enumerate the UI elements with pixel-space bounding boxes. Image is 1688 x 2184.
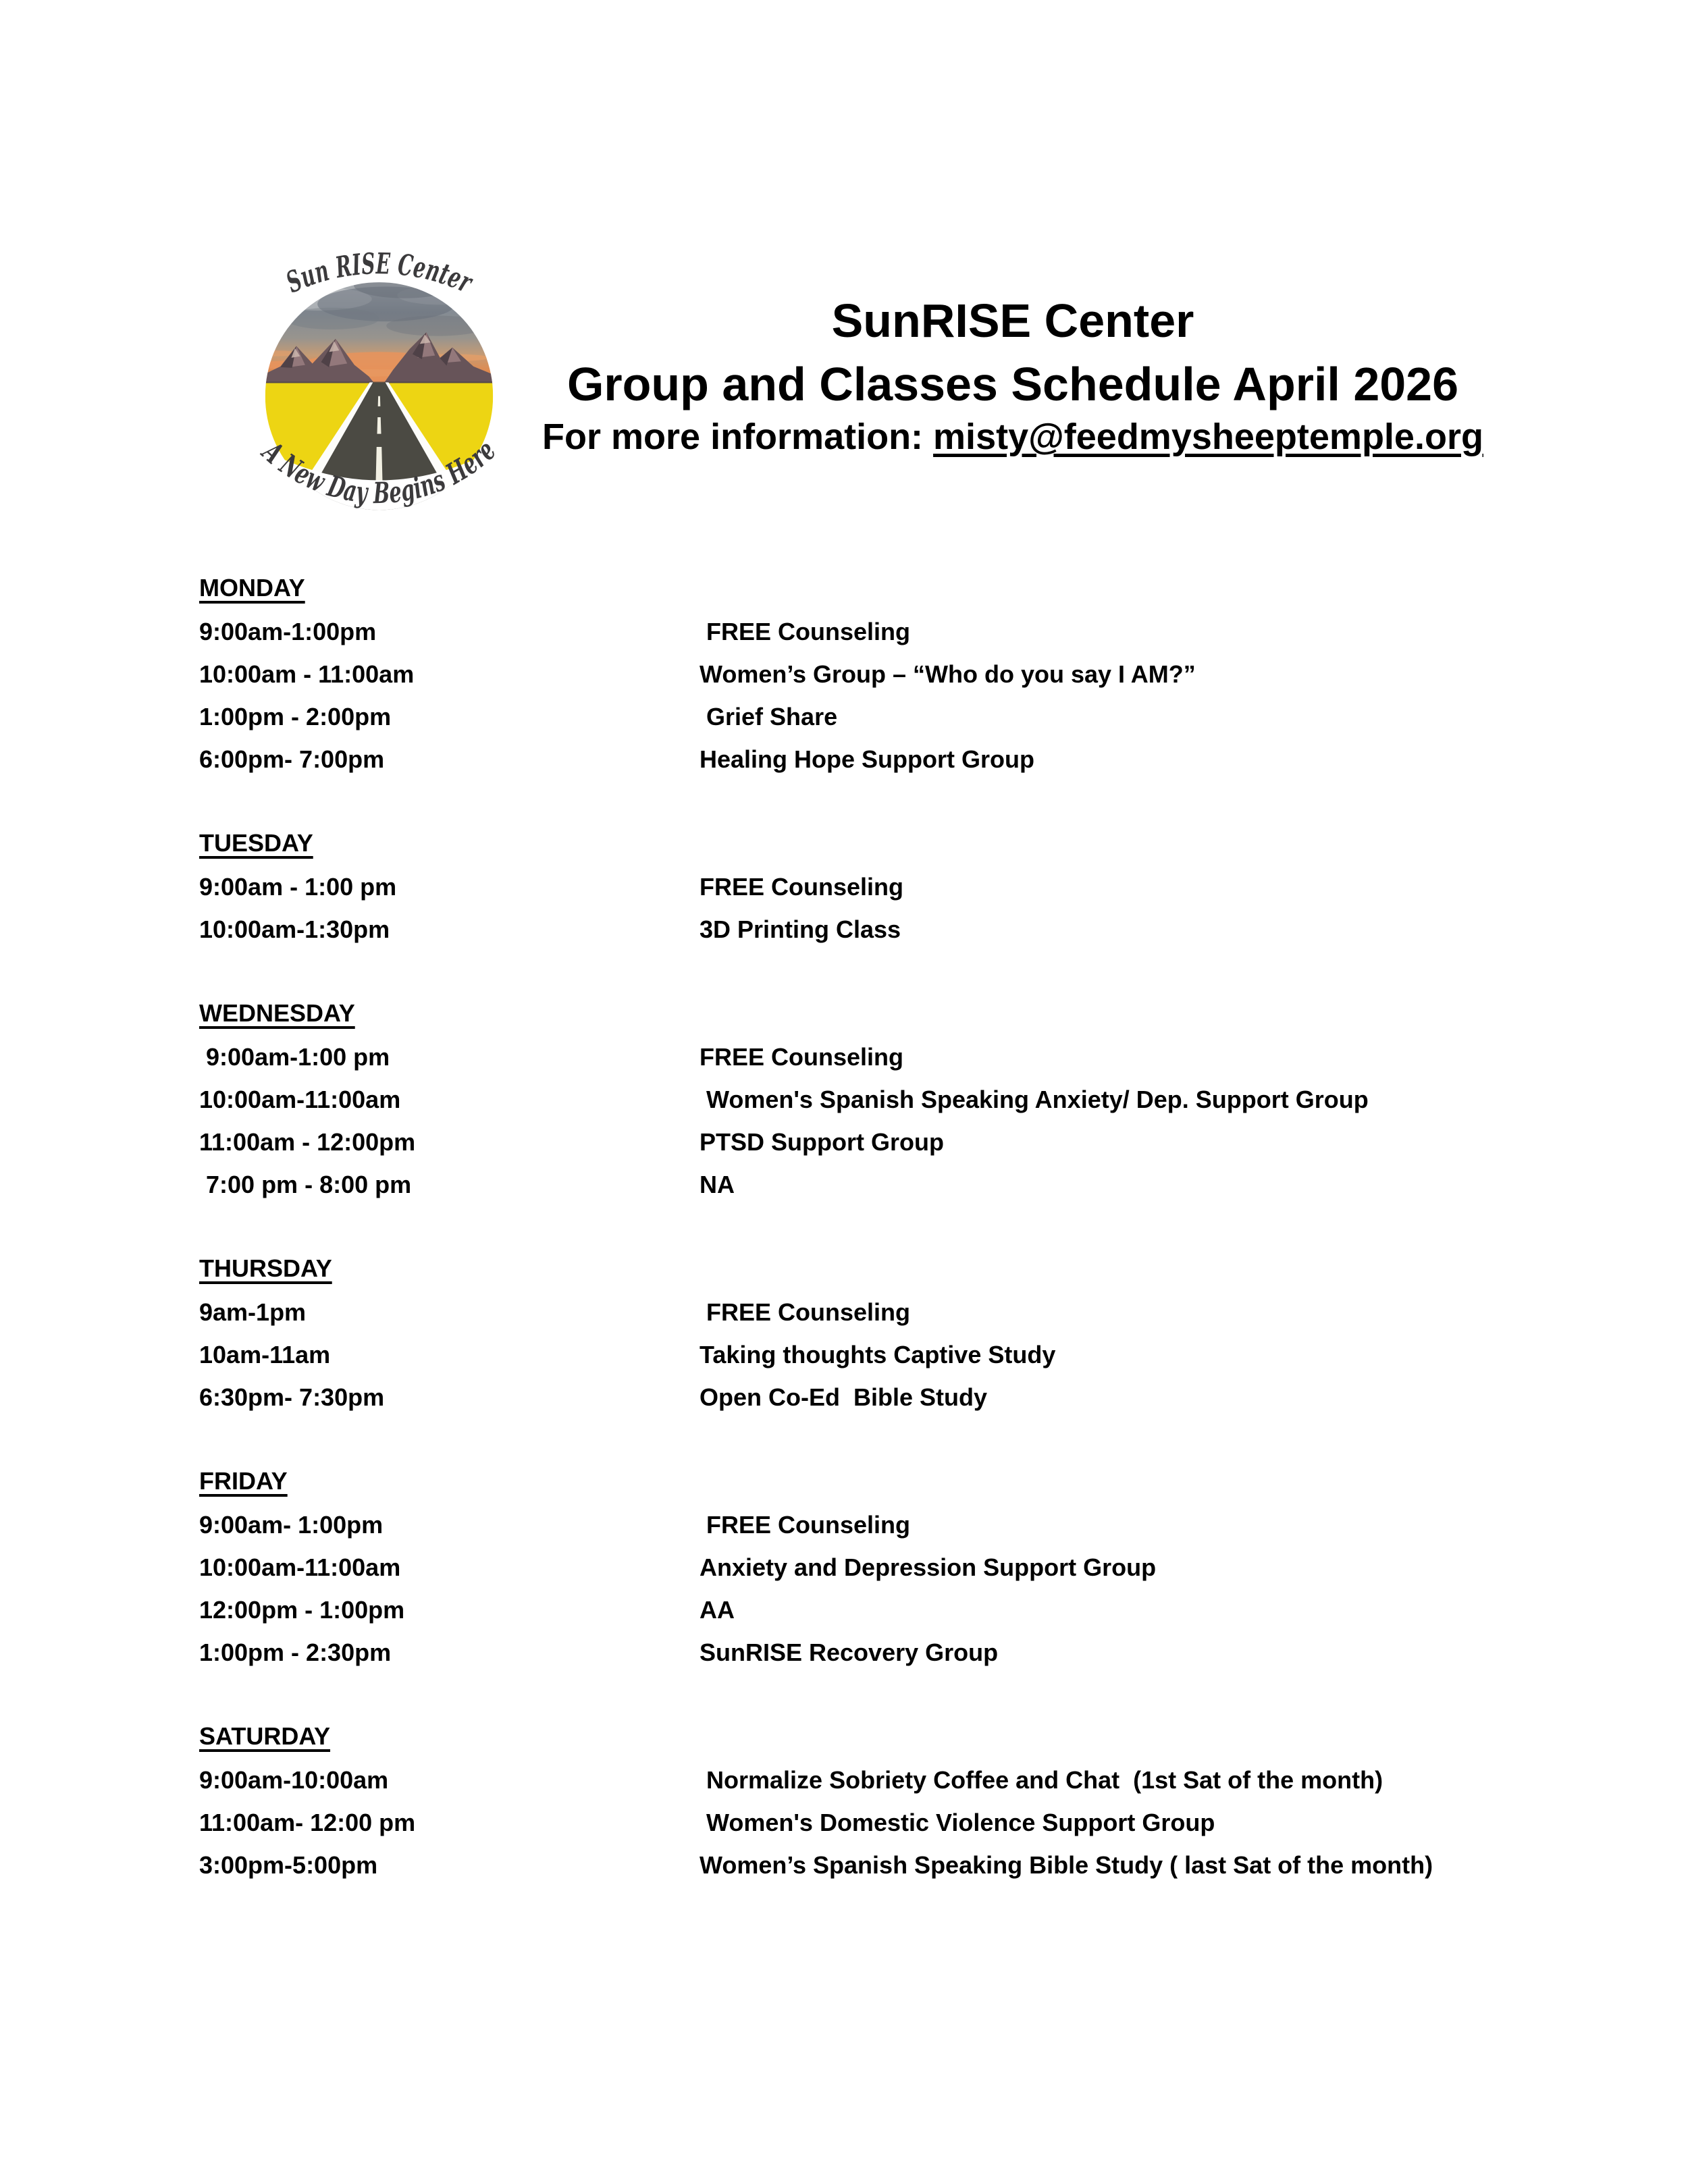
event-time: 12:00pm - 1:00pm [199, 1596, 405, 1624]
event-time: 9:00am-10:00am [199, 1766, 389, 1794]
schedule-row [199, 1121, 1529, 1163]
event-activity: Open Co-Ed Bible Study [700, 1383, 988, 1411]
event-activity: FREE Counseling [700, 873, 904, 901]
schedule-row [199, 1503, 1529, 1546]
event-time: 9:00am- 1:00pm [199, 1511, 384, 1539]
day-section-thursday [199, 1246, 1529, 1418]
day-heading: FRIDAY [199, 1467, 288, 1495]
event-activity: 3D Printing Class [700, 915, 901, 943]
schedule-row [199, 1801, 1529, 1844]
day-heading: MONDAY [199, 574, 305, 602]
schedule-row [199, 1163, 1529, 1206]
event-time: 6:30pm- 7:30pm [199, 1383, 385, 1411]
logo-arc-bottom-text: A New Day Begins Here [255, 429, 508, 511]
event-time: 10am-11am [199, 1341, 331, 1368]
schedule-row [199, 1036, 1529, 1078]
schedule-row [199, 738, 1529, 780]
schedule-row [199, 908, 1529, 951]
day-section-friday [199, 1459, 1529, 1674]
event-time: 3:00pm-5:00pm [199, 1851, 378, 1879]
logo-arc-top-text: Sun RISE Center [281, 246, 482, 302]
event-activity: NA [700, 1171, 735, 1198]
contact-prefix: For more information: [542, 417, 934, 457]
event-activity: FREE Counseling [700, 1511, 911, 1539]
event-activity: Anxiety and Depression Support Group [700, 1553, 1157, 1581]
event-activity: Taking thoughts Captive Study [700, 1341, 1056, 1368]
event-time: 7:00 pm - 8:00 pm [199, 1171, 412, 1198]
schedule-row [199, 1546, 1529, 1589]
event-time: 9:00am-1:00pm [199, 618, 377, 645]
page-subtitle: Group and Classes Schedule April 2026 [566, 358, 1459, 410]
event-activity: FREE Counseling [700, 618, 911, 645]
event-activity: SunRISE Recovery Group [700, 1639, 999, 1666]
event-time: 10:00am - 11:00am [199, 660, 415, 688]
event-activity: FREE Counseling [700, 1298, 911, 1326]
schedule-row [199, 695, 1529, 738]
event-time: 1:00pm - 2:00pm [199, 703, 392, 730]
event-time: 10:00am-11:00am [199, 1086, 401, 1113]
schedule-row [199, 1589, 1529, 1631]
event-activity: FREE Counseling [700, 1043, 904, 1071]
event-time: 10:00am-1:30pm [199, 915, 390, 943]
event-activity: Women's Domestic Violence Support Group [700, 1809, 1215, 1836]
event-activity: AA [700, 1596, 735, 1624]
contact-email-link[interactable]: misty@feedmysheeptemple.org [933, 417, 1483, 457]
event-time: 10:00am-11:00am [199, 1553, 401, 1581]
schedule-row [199, 1844, 1529, 1886]
schedule-row [199, 653, 1529, 695]
schedule-row [199, 1631, 1529, 1674]
schedule-row [199, 1333, 1529, 1376]
contact-line [503, 419, 1523, 455]
day-section-tuesday [199, 821, 1529, 951]
event-time: 1:00pm - 2:30pm [199, 1639, 392, 1666]
event-activity: PTSD Support Group [700, 1128, 944, 1156]
schedule-row [199, 1291, 1529, 1333]
document-header [503, 294, 1523, 457]
sunrise-logo-graphic [219, 223, 539, 564]
event-time: 9:00am - 1:00 pm [199, 873, 397, 901]
event-activity: Women's Spanish Speaking Anxiety/ Dep. Support Group [700, 1086, 1369, 1113]
event-activity: Women’s Group – “Who do you say I AM?” [700, 660, 1196, 688]
sunrise-logo [219, 223, 539, 564]
event-time: 11:00am - 12:00pm [199, 1128, 416, 1156]
event-time: 9:00am-1:00 pm [199, 1043, 390, 1071]
day-heading: TUESDAY [199, 829, 313, 857]
schedule-row [199, 1376, 1529, 1418]
schedule-row [199, 1078, 1529, 1121]
day-heading: THURSDAY [199, 1254, 332, 1282]
day-heading: WEDNESDAY [199, 999, 355, 1027]
event-activity: Women’s Spanish Speaking Bible Study ( last Sat of the month) [700, 1851, 1433, 1879]
schedule-row [199, 610, 1529, 653]
day-section-saturday [199, 1714, 1529, 1886]
day-heading: SATURDAY [199, 1722, 331, 1750]
schedule [199, 566, 1529, 1886]
schedule-row [199, 1759, 1529, 1801]
schedule-row [199, 865, 1529, 908]
day-section-wednesday [199, 991, 1529, 1206]
event-time: 9am-1pm [199, 1298, 307, 1326]
event-time: 11:00am- 12:00 pm [199, 1809, 416, 1836]
event-time: 6:00pm- 7:00pm [199, 745, 385, 773]
page-title: SunRISE Center [831, 294, 1194, 347]
event-activity: Normalize Sobriety Coffee and Chat (1st Sat of the month) [700, 1766, 1383, 1794]
day-section-monday [199, 566, 1529, 780]
event-activity: Grief Share [700, 703, 838, 730]
event-activity: Healing Hope Support Group [700, 745, 1034, 773]
